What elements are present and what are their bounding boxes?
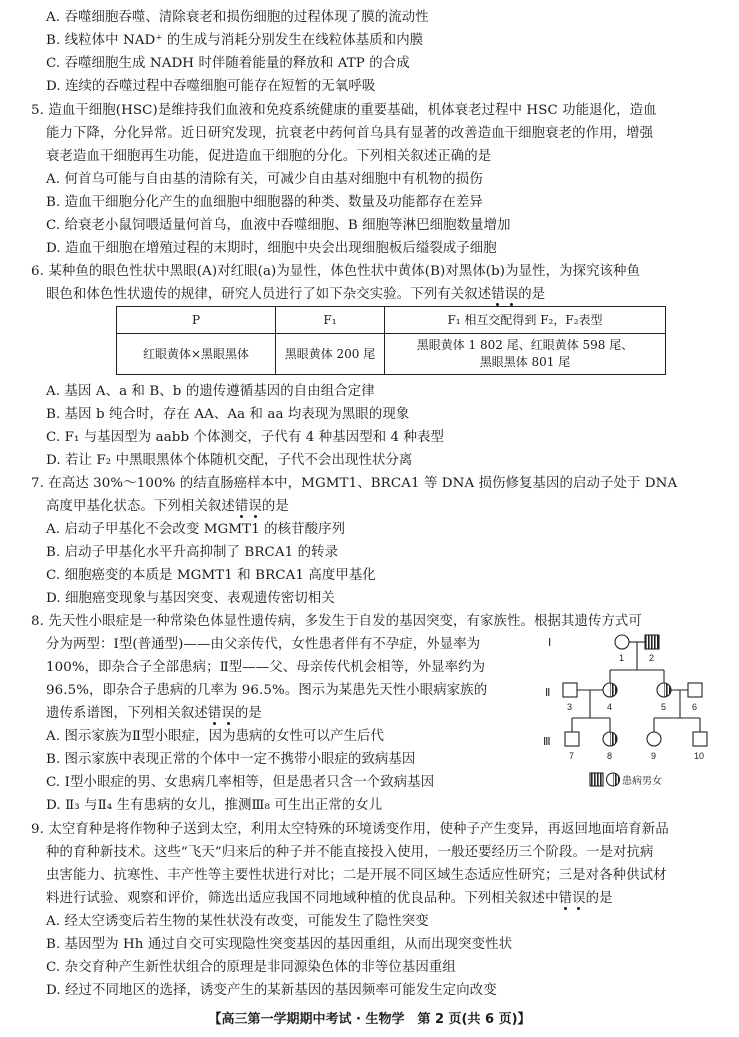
pedigree-id-10: 10 — [694, 751, 705, 761]
q6-option-b: B. 基因 b 纯合时，存在 AA、Aa 和 aa 均表现为黑眼的现象 — [46, 407, 410, 422]
pedigree-id-8: 8 — [607, 751, 613, 761]
q8-option-b: B. 图示家族中表现正常的个体中一定不携带小眼症的致病基因 — [46, 752, 416, 767]
table-cell-p: 红眼黄体×黑眼黑体 — [117, 334, 276, 375]
q7-option-a: A. 启动子甲基化不会改变 MGMT1 的核苷酸序列 — [46, 522, 346, 537]
q4-option-a: A. 吞噬细胞吞噬、清除衰老和损伤细胞的过程体现了膜的流动性 — [46, 10, 429, 25]
q4-option-b: B. 线粒体中 NAD⁺ 的生成与消耗分别发生在线粒体基质和内膜 — [46, 33, 424, 48]
pedigree-i2-male-affected — [645, 635, 659, 649]
q8-option-c: C. Ⅰ型小眼症的男、女患病几率相等，但是患者只含一个致病基因 — [46, 775, 435, 790]
pedigree-ii4-affected-fill — [610, 683, 617, 697]
q9-stem-line1: 9. 太空育种是将作物种子送到太空，利用太空特殊的环境诱变作用，使种子产生变异，再返回地面培育新品 — [31, 822, 669, 837]
gen-label-2: Ⅱ — [545, 687, 551, 699]
pedigree-id-1: 1 — [619, 653, 625, 663]
pedigree-iii9-female — [647, 732, 661, 746]
q7-stem-line2: 高度甲基化状态。下列相关叙述错误的是 — [46, 499, 289, 514]
q8-stem-line2: 分为两型：Ⅰ型(普通型)——由父亲传代，女性患者伴有不孕症，外显率为 — [46, 637, 481, 652]
pedigree-iii7-male — [565, 732, 579, 746]
legend-label: 患病男女 — [622, 776, 662, 787]
pedigree-iii10-male — [693, 732, 707, 746]
q5-stem-line1: 5. 造血干细胞(HSC)是维持我们血液和免疫系统健康的重要基础，机体衰老过程中 HSC 功能退化，造血 — [31, 103, 657, 118]
q6-option-c: C. F₁ 与基因型为 aabb 个体测交，子代有 4 种基因型和 4 种表型 — [46, 430, 444, 445]
q9-stem-line2: 种的育种新技术。这些“飞天”归来后的种子并不能直接投入使用，一般还要经历三个阶段。一是对抗病 — [46, 845, 654, 860]
q6-option-a: A. 基因 A、a 和 B、b 的遗传遵循基因的自由组合定律 — [46, 384, 375, 399]
q5-option-a: A. 何首乌可能与自由基的清除有关，可减少自由基对细胞中有机物的损伤 — [46, 172, 483, 187]
q8-option-a: A. 图示家族为Ⅱ型小眼症，因为患病的女性可以产生后代 — [46, 729, 384, 744]
pedigree-id-5: 5 — [661, 702, 667, 712]
q9-option-d: D. 经过不同地区的选择，诱变产生的某新基因的基因频率可能发生定向改变 — [46, 983, 497, 998]
gen-label-3: Ⅲ — [543, 736, 551, 748]
q6-emphasis: 错误 — [491, 287, 519, 302]
q5-stem-line2: 能力下降，分化异常。近日研究发现，抗衰老中药何首乌具有显著的改善造血干细胞衰老的作用，增强 — [46, 126, 654, 141]
table-header-f2: F₁ 相互交配得到 F₂，F₂表型 — [385, 307, 666, 334]
q9-option-a: A. 经太空诱变后若生物的某性状没有改变，可能发生了隐性突变 — [46, 914, 429, 929]
q5-option-b: B. 造血干细胞分化产生的血细胞中细胞器的种类、数量及功能都存在差异 — [46, 195, 483, 210]
pedigree-ii3-male — [563, 683, 577, 697]
page-footer: 【高三第一学期期中考试 · 生物学 第 2 页(共 6 页)】 — [208, 1012, 531, 1027]
pedigree-id-3: 3 — [567, 702, 573, 712]
pedigree-i1-female — [615, 635, 629, 649]
q6-stem-line2: 眼色和体色性状遗传的规律，研究人员进行了如下杂交实验。下列有关叙述错误的是 — [46, 287, 546, 302]
legend-affected-male-icon — [590, 773, 603, 786]
pedigree-id-4: 4 — [607, 702, 613, 712]
q8-stem-line3: 100%，即杂合子全部患病；Ⅱ型——父、母亲传代机会相等，外显率约为 — [46, 660, 486, 675]
table-header-p: P — [117, 307, 276, 334]
pedigree-id-2: 2 — [649, 653, 655, 663]
q4-option-d: D. 连续的吞噬过程中吞噬细胞可能存在短暂的无氧呼吸 — [46, 79, 376, 94]
q6-stem-line1: 6. 某种鱼的眼色性状中黑眼(A)对红眼(a)为显性，体色性状中黄体(B)对黑体(b)为显性，为探究该种鱼 — [31, 264, 641, 279]
q9-stem-line4: 料进行试验、观察和评价，筛选出适应我国不同地域种植的优良品种。下列相关叙述中错误的是 — [46, 891, 613, 906]
q9-option-b: B. 基因型为 Hh 通过自交可实现隐性突变基因的基因重组，从而出现突变性状 — [46, 937, 513, 952]
q7-option-c: C. 细胞癌变的本质是 MGMT1 和 BRCA1 高度甲基化 — [46, 568, 376, 583]
table-header-f1: F₁ — [276, 307, 385, 334]
gen-label-1: Ⅰ — [548, 637, 552, 649]
q5-option-d: D. 造血干细胞在增殖过程的末期时，细胞中央会出现细胞板后缢裂成子细胞 — [46, 241, 497, 256]
q7-option-b: B. 启动子甲基化水平升高抑制了 BRCA1 的转录 — [46, 545, 339, 560]
q8-stem-line4: 96.5%，即杂合子患病的几率为 96.5%。图示为某患先天性小眼病家族的 — [46, 683, 488, 698]
pedigree-id-6: 6 — [692, 702, 698, 712]
q4-option-c: C. 吞噬细胞生成 NADH 时伴随着能量的释放和 ATP 的合成 — [46, 56, 410, 71]
q8-stem-line5: 遗传系谱图，下列相关叙述错误的是 — [46, 706, 262, 721]
pedigree-diagram — [540, 630, 710, 805]
pedigree-ii6-male — [688, 683, 702, 697]
q7-emphasis: 错误 — [234, 499, 262, 514]
q8-emphasis: 错误 — [207, 706, 235, 721]
q7-option-d: D. 细胞癌变现象与基因突变、表观遗传密切相关 — [46, 591, 335, 606]
pedigree-ii5-affected-fill — [664, 683, 671, 697]
pedigree-iii8-affected-fill — [610, 732, 617, 746]
cross-experiment-table — [116, 306, 666, 375]
table-cell-f2: 黑眼黄体 1 802 尾、红眼黄体 598 尾、 黑眼黑体 801 尾 — [385, 334, 666, 375]
q9-emphasis: 错误 — [558, 891, 586, 906]
q9-stem-line3: 虫害能力、抗寒性、丰产性等主要性状进行对比；二是开展不同区域生态适应性研究；三是对各种供试材 — [46, 868, 667, 883]
pedigree-id-7: 7 — [569, 751, 575, 761]
q8-option-d: D. Ⅱ₃ 与Ⅱ₄ 生有患病的女儿，推测Ⅲ₈ 可生出正常的女儿 — [46, 798, 383, 813]
q9-option-c: C. 杂交育种产生新性状组合的原理是非同源染色体的非等位基因重组 — [46, 960, 456, 975]
table-cell-f1: 黑眼黄体 200 尾 — [276, 334, 385, 375]
q5-stem-line3: 衰老造血干细胞再生功能，促进造血干细胞的分化。下列相关叙述正确的是 — [46, 149, 492, 164]
pedigree-id-9: 9 — [651, 751, 657, 761]
q8-stem-line1: 8. 先天性小眼症是一种常染色体显性遗传病，多发生于自发的基因突变，有家族性。根据其遗传方式可 — [31, 614, 642, 629]
q7-stem-line1: 7. 在高达 30%～100% 的结直肠癌样本中，MGMT1、BRCA1 等 DNA 损伤修复基因的启动子处于 DNA — [31, 476, 678, 491]
q6-option-d: D. 若让 F₂ 中黑眼黑体个体随机交配，子代不会出现性状分离 — [46, 453, 413, 468]
q5-option-c: C. 给衰老小鼠饲喂适量何首乌，血液中吞噬细胞、B 细胞等淋巴细胞数量增加 — [46, 218, 511, 233]
